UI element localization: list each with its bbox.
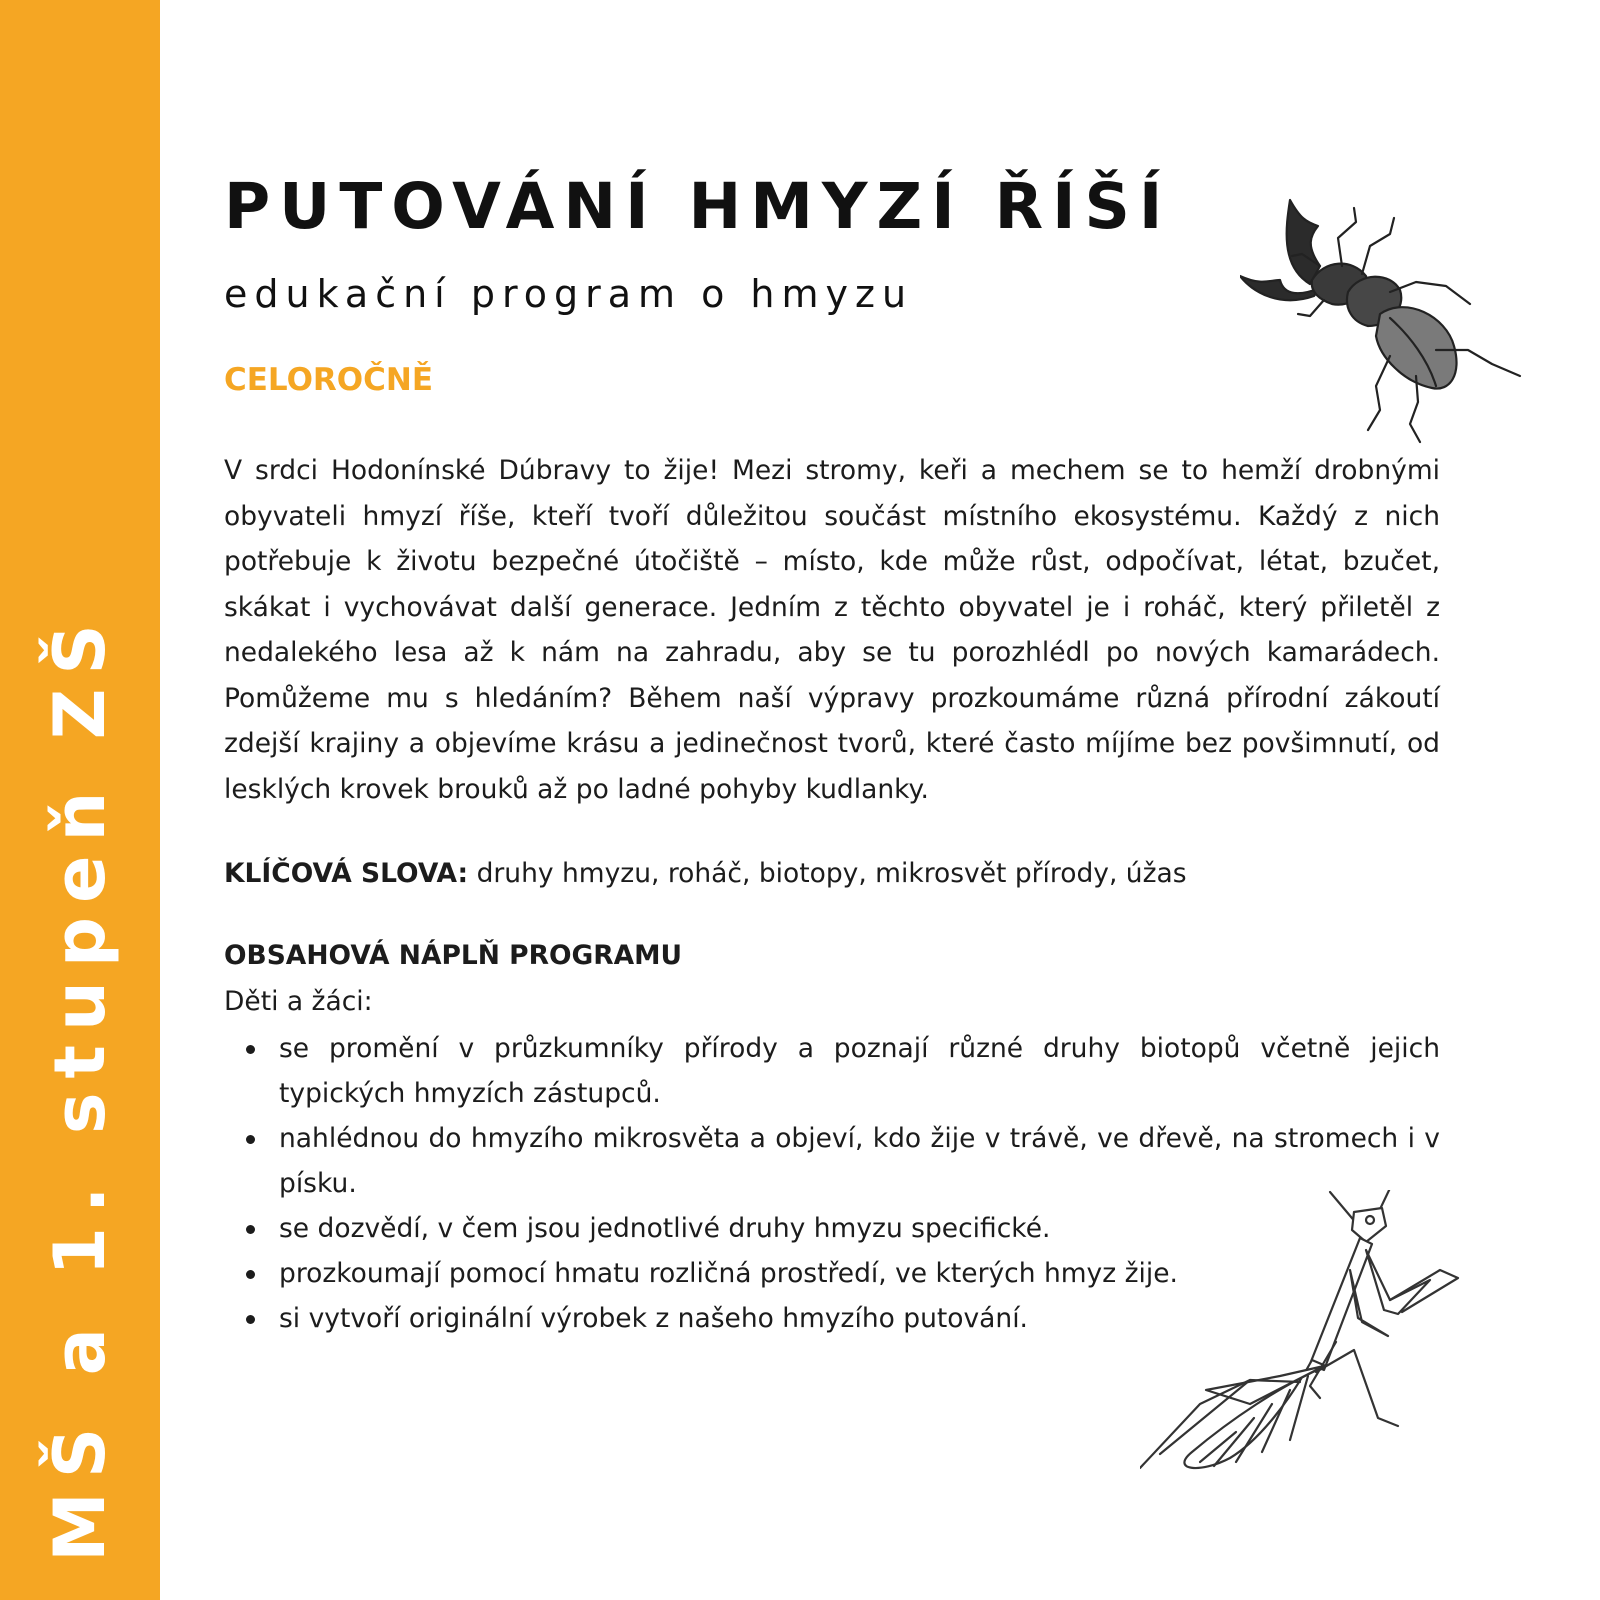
bullet-icon — [246, 1270, 255, 1279]
page-title: PUTOVÁNÍ HMYZÍ ŘÍŠÍ — [224, 170, 1172, 243]
bullet-icon — [246, 1225, 255, 1234]
list-item-text: nahlédnou do hmyzího mikrosvěta a objeví, kdo žije v trávě, ve dřevě, na stromech i v písku. — [279, 1123, 1440, 1199]
list-item-text: se dozvědí, v čem jsou jednotlivé druhy hmyzu specifické. — [279, 1213, 1051, 1244]
bullet-icon — [246, 1135, 255, 1144]
keywords-text: druhy hmyzu, roháč, biotopy, mikrosvět přírody, úžas — [476, 858, 1187, 889]
list-item-text: se promění v průzkumníky přírody a poznají různé druhy biotopů včetně jejich typických hmyzích zástupců. — [279, 1033, 1440, 1109]
sidebar-band — [0, 0, 160, 1600]
audience-label: MŠ a 1. stupeň ZŠ — [39, 610, 121, 1562]
praying-mantis-icon — [1140, 1190, 1480, 1510]
keywords-line — [224, 854, 1440, 894]
bullet-icon — [246, 1045, 255, 1054]
program-intro: Děti a žáci: — [224, 986, 373, 1017]
stag-beetle-icon — [1240, 196, 1530, 448]
list-item-text: prozkoumají pomocí hmatu rozličná prostředí, ve kterých hmyz žije. — [279, 1258, 1178, 1289]
program-description: V srdci Hodonínské Dúbravy to žije! Mezi stromy, keři a mechem se to hemží drobnými obyvateli hmyzí říše, kteří tvoří důležitou součást místního ekosystému. Každý z nich potřebuje k životu bezpečné útočiště – místo, kde může růst, odpočívat, létat, bzučet, skákat i vychovávat další generace. Jedním z těchto obyvatel je i roháč, který přiletěl z nedalekého lesa až k nám na zahradu, aby se tu porozhlédl po nových kamarádech. Pomůžeme mu s hledáním? Během naší výpravy prozkoumáme různá přírodní zákoutí zdejší krajiny a objevíme krásu a jedinečnost tvorů, které často míjíme bez povšimnutí, od lesklých krovek brouků až po ladné pohyby kudlanky. — [224, 455, 1440, 805]
bullet-icon — [246, 1315, 255, 1324]
program-heading: OBSAHOVÁ NÁPLŇ PROGRAMU — [224, 940, 683, 971]
list-item-text: si vytvoří originální výrobek z našeho hmyzího putování. — [279, 1303, 1028, 1334]
season-label: CELOROČNĚ — [224, 362, 434, 398]
list-item — [224, 1026, 1440, 1116]
keywords-label: KLÍČOVÁ SLOVA: — [224, 858, 469, 889]
page-subtitle: edukační program o hmyzu — [224, 272, 914, 316]
